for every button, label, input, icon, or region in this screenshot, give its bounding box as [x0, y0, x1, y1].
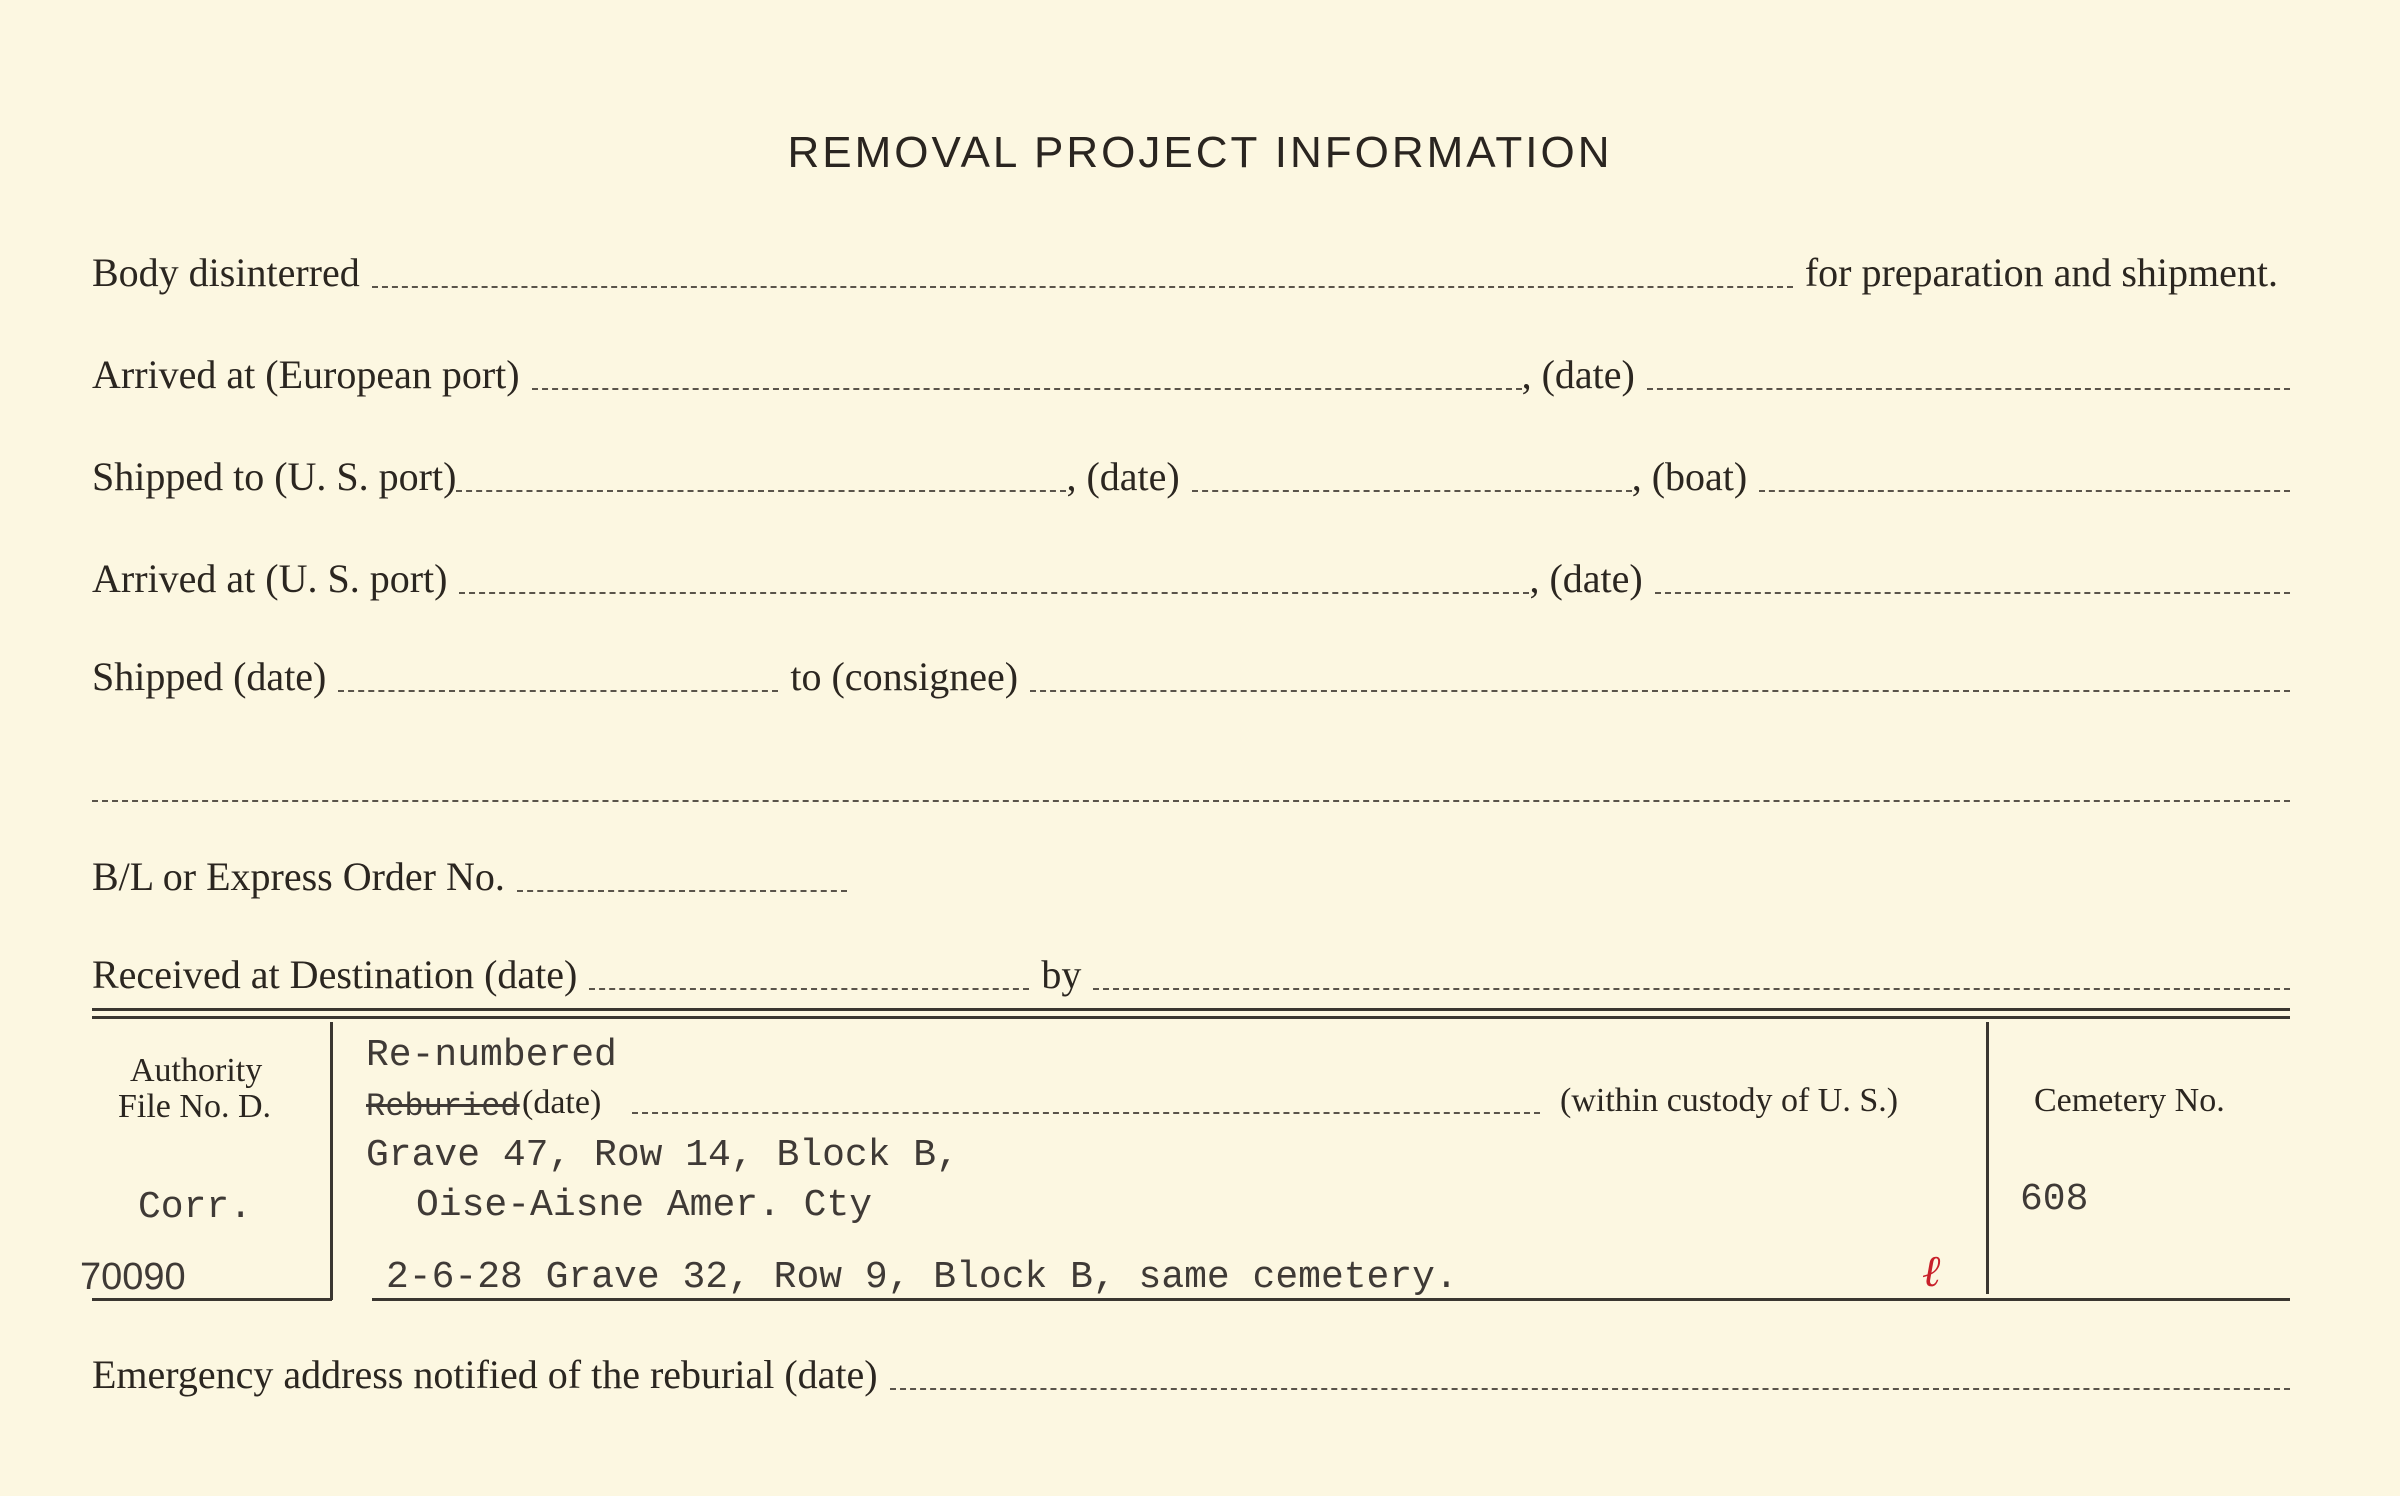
arrived-us-port-row	[92, 554, 2290, 602]
boat-label: , (boat)	[1631, 454, 1748, 499]
arrived-us-date-label: , (date)	[1529, 556, 1643, 601]
shipped-to-date-line	[1192, 490, 1632, 492]
shipped-date-row	[92, 652, 2290, 700]
arrived-european-port-line	[532, 388, 1522, 390]
body-disinterred-row	[92, 248, 2290, 296]
arrived-european-date-line	[1647, 388, 2290, 390]
cemetery-number: 608	[2020, 1178, 2089, 1221]
received-destination-line	[589, 988, 1029, 990]
grave-line-2: Oise-Aisne Amer. Cty	[416, 1184, 873, 1227]
boat-line	[1759, 490, 2290, 492]
arrived-european-date-label: , (date)	[1521, 352, 1635, 397]
emergency-address-row	[92, 1350, 2290, 1398]
emergency-address-line	[890, 1388, 2290, 1390]
grave-line-1: Grave 47, Row 14, Block B,	[366, 1134, 959, 1177]
shipped-to-us-port-label: Shipped to (U. S. port)	[92, 454, 457, 499]
reburied-date-line	[632, 1112, 1540, 1114]
body-disinterred-label: Body disinterred	[92, 250, 360, 295]
arrived-us-date-line	[1655, 592, 2290, 594]
bl-express-order-label: B/L or Express Order No.	[92, 854, 505, 899]
reburial-entry: 2-6-28 Grave 32, Row 9, Block B, same cemetery.	[386, 1256, 1458, 1299]
received-by-label: by	[1041, 952, 1082, 997]
consignee-line	[1030, 690, 2290, 692]
reburied-struck-text: Reburied	[366, 1088, 520, 1125]
file-no-label: File No. D.	[118, 1088, 271, 1125]
arrived-european-port-label: Arrived at (European port)	[92, 352, 520, 397]
cemetery-no-label: Cemetery No.	[2034, 1082, 2225, 1119]
shipped-to-date-label: , (date)	[1066, 454, 1180, 499]
red-initial-mark: ℓ	[1922, 1246, 1941, 1297]
consignee-continuation-line	[92, 800, 2290, 802]
consignee-continuation-row	[92, 762, 2290, 810]
custody-label: (within custody of U. S.)	[1560, 1082, 1899, 1119]
arrived-european-port-row	[92, 350, 2290, 398]
arrived-us-port-line	[459, 592, 1529, 594]
received-by-line	[1093, 988, 2290, 990]
authority-label: Authority	[130, 1052, 263, 1089]
section-rule-bottom	[92, 1016, 2290, 1019]
corr-label: Corr.	[138, 1186, 253, 1229]
cemetery-column-divider	[1986, 1022, 1989, 1294]
section-rule-top	[92, 1008, 2290, 1011]
consignee-label: to (consignee)	[790, 654, 1019, 699]
renumbered-text: Re-numbered	[366, 1034, 617, 1077]
bl-express-order-line	[517, 890, 847, 892]
shipped-to-us-port-row	[92, 452, 2290, 500]
authority-column-divider	[330, 1022, 333, 1300]
shipped-date-label: Shipped (date)	[92, 654, 327, 699]
body-disinterred-line	[372, 286, 1793, 288]
arrived-us-port-label: Arrived at (U. S. port)	[92, 556, 448, 601]
shipped-date-line	[338, 690, 778, 692]
emergency-address-label: Emergency address notified of the reburial (date)	[92, 1352, 878, 1397]
file-number: 70090	[80, 1256, 186, 1298]
received-destination-label: Received at Destination (date)	[92, 952, 578, 997]
shipped-to-us-port-line	[456, 490, 1066, 492]
card-title: REMOVAL PROJECT INFORMATION	[787, 128, 1613, 177]
preparation-shipment-label: for preparation and shipment.	[1804, 250, 2278, 295]
received-destination-row	[92, 950, 2290, 998]
bl-express-order-row	[92, 852, 2290, 900]
reburied-date-label: (date)	[522, 1084, 602, 1121]
